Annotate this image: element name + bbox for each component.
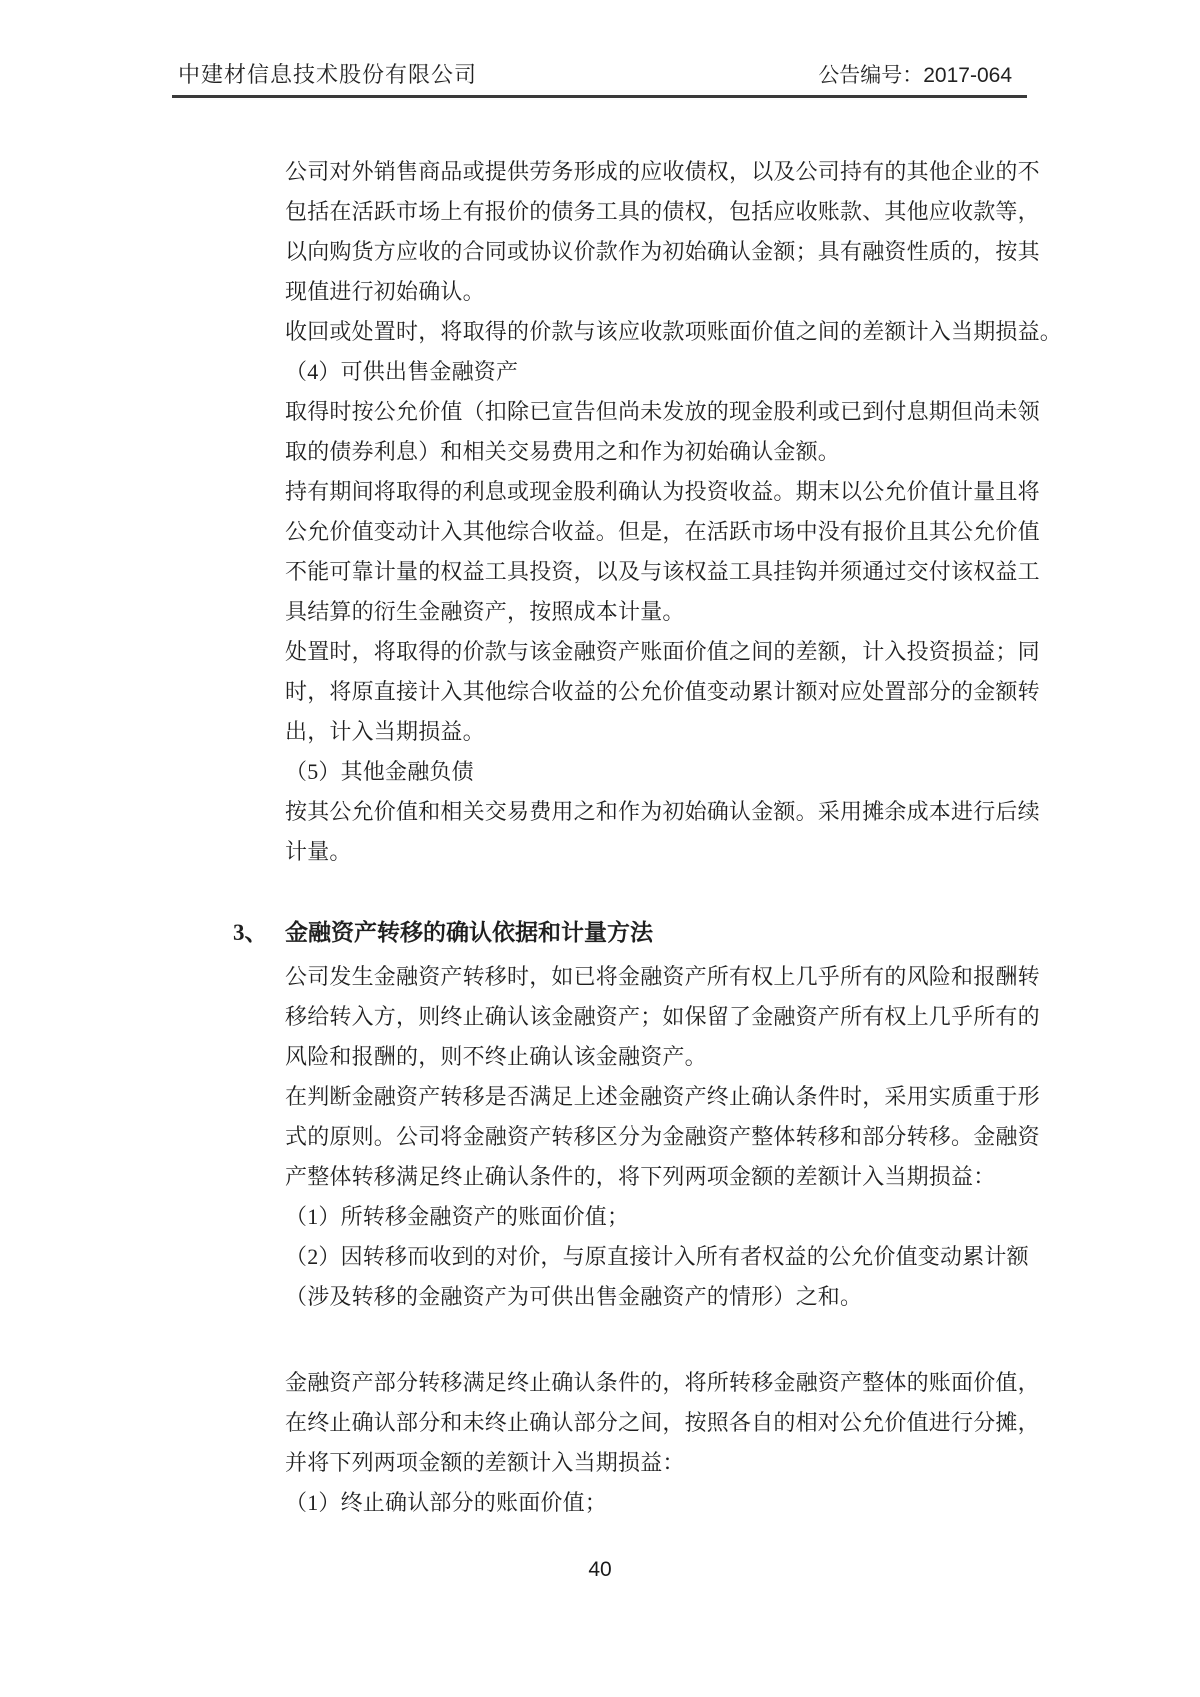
text-line: 不能可靠计量的权益工具投资，以及与该权益工具挂钩并须通过交付该权益工 (285, 559, 1040, 584)
text-line: 出，计入当期损益。 (285, 719, 485, 744)
section-number: 3、 (233, 920, 268, 945)
section-title: 金融资产转移的确认依据和计量方法 (285, 920, 653, 945)
text-line: 公司对外销售商品或提供劳务形成的应收债权，以及公司持有的其他企业的不 (285, 159, 1040, 184)
text-line: 具结算的衍生金融资产，按照成本计量。 (285, 599, 685, 624)
text-line: 在终止确认部分和未终止确认部分之间，按照各自的相对公允价值进行分摊， (285, 1410, 1040, 1435)
text-line: 风险和报酬的，则不终止确认该金融资产。 (285, 1044, 707, 1069)
header-announcement-number: 公告编号：2017-064 (818, 64, 1012, 87)
list-item-5: （5）其他金融负债 (285, 759, 474, 784)
text-line: 移给转入方，则终止确认该金融资产；如保留了金融资产所有权上几乎所有的 (285, 1004, 1040, 1029)
text-line: 包括在活跃市场上有报价的债务工具的债权，包括应收账款、其他应收款等， (285, 199, 1040, 224)
list-item-4: （4）可供出售金融资产 (285, 359, 519, 384)
text-line: 以向购货方应收的合同或协议价款作为初始确认金额；具有融资性质的，按其 (285, 239, 1040, 264)
text-line: 处置时，将取得的价款与该金融资产账面价值之间的差额，计入投资损益；同 (285, 639, 1040, 664)
section-heading (233, 913, 1030, 953)
text-line: 产整体转移满足终止确认条件的，将下列两项金额的差额计入当期损益： (285, 1164, 996, 1189)
text-line: 收回或处置时，将取得的价款与该应收款项账面价值之间的差额计入当期损益。 (285, 319, 1063, 344)
text-line: 公允价值变动计入其他综合收益。但是，在活跃市场中没有报价且其公允价值 (285, 519, 1040, 544)
text-line: 式的原则。公司将金融资产转移区分为金融资产整体转移和部分转移。金融资 (285, 1124, 1040, 1149)
header-rule (172, 95, 1027, 98)
list-item-1: （1）终止确认部分的账面价值； (285, 1490, 608, 1515)
text-line: 金融资产部分转移满足终止确认条件的，将所转移金融资产整体的账面价值， (285, 1370, 1040, 1395)
text-line: 计量。 (285, 839, 352, 864)
text-line: 持有期间将取得的利息或现金股利确认为投资收益。期末以公允价值计量且将 (285, 479, 1040, 504)
text-line: 并将下列两项金额的差额计入当期损益： (285, 1450, 685, 1475)
text-line: 取得时按公允价值（扣除已宣告但尚未发放的现金股利或已到付息期但尚未领 (285, 399, 1040, 424)
text-line: （涉及转移的金融资产为可供出售金融资产的情形）之和。 (285, 1284, 863, 1309)
list-item-2: （2）因转移而收到的对价，与原直接计入所有者权益的公允价值变动累计额 (285, 1244, 1029, 1269)
text-line: 在判断金融资产转移是否满足上述金融资产终止确认条件时，采用实质重于形 (285, 1084, 1040, 1109)
header-company-name: 中建材信息技术股份有限公司 (178, 62, 478, 87)
list-item-1: （1）所转移金融资产的账面价值； (285, 1204, 630, 1229)
document-body (233, 152, 1063, 1523)
text-line: 公司发生金融资产转移时，如已将金融资产所有权上几乎所有的风险和报酬转 (285, 964, 1040, 989)
text-line: 按其公允价值和相关交易费用之和作为初始确认金额。采用摊余成本进行后续 (285, 799, 1040, 824)
page-number: 40 (588, 1558, 612, 1581)
text-line: 时，将原直接计入其他综合收益的公允价值变动累计额对应处置部分的金额转 (285, 679, 1040, 704)
text-line: 现值进行初始确认。 (285, 279, 485, 304)
text-line: 取的债券利息）和相关交易费用之和作为初始确认金额。 (285, 439, 841, 464)
